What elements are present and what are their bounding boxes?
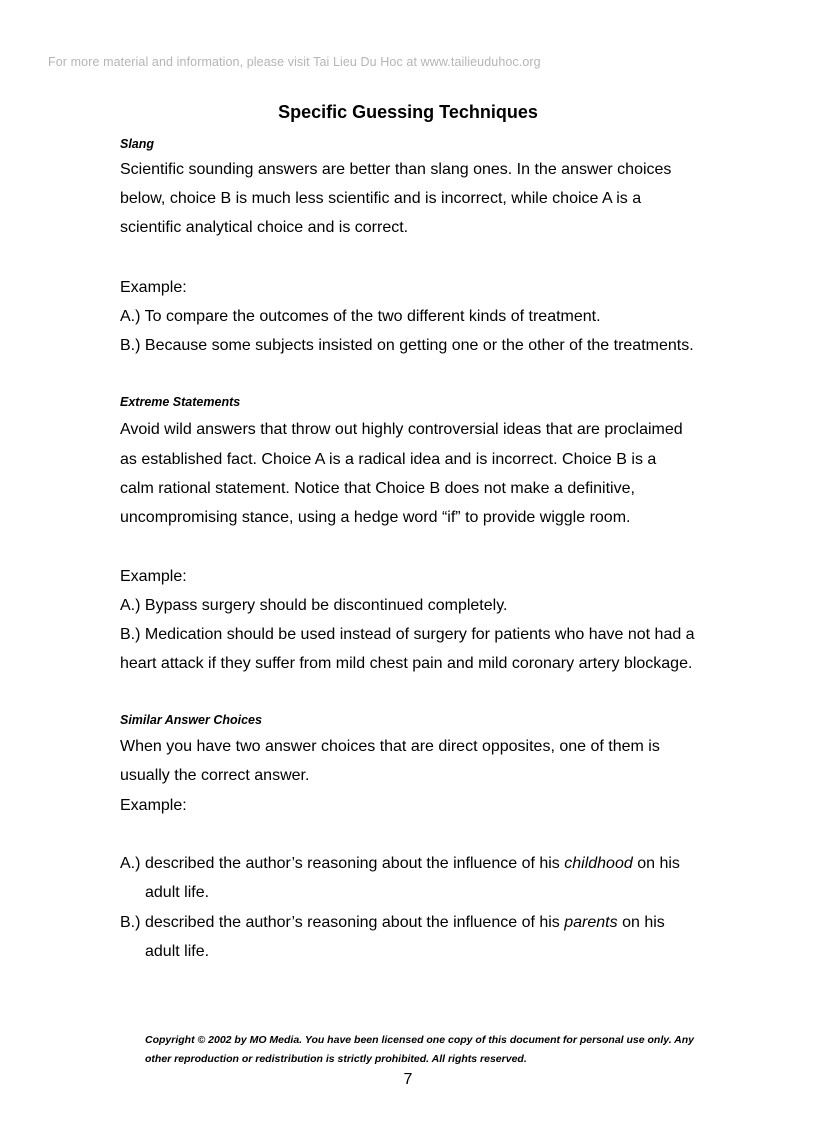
page-number: 7 <box>403 1071 413 1088</box>
paragraph-line: Scientific sounding answers are better than slang ones. In the answer choices <box>120 161 672 178</box>
paragraph-line: scientific analytical choice and is correct. <box>120 219 409 236</box>
section-heading-extreme-statements: Extreme Statements <box>120 395 241 409</box>
section-heading-slang: Slang <box>120 137 155 151</box>
answer-choice-b <box>145 913 665 933</box>
answer-choice-b-marker: B.) <box>120 914 141 931</box>
answer-choice-a: A.) To compare the outcomes of the two different kinds of treatment. <box>120 308 601 325</box>
answer-choice-a-text-end: on his <box>632 855 680 872</box>
answer-choice-b-emphasis: parents <box>564 914 618 931</box>
answer-choice-a <box>145 854 680 874</box>
answer-choice-a-marker: A.) <box>120 855 141 872</box>
section-heading-similar-answer-choices: Similar Answer Choices <box>120 713 262 727</box>
answer-choice-a-continued: adult life. <box>145 884 210 901</box>
copyright-notice-line1: Copyright © 2002 by MO Media. You have been licensed one copy of this document for personal use only. Any <box>145 1034 694 1046</box>
answer-choice-a-text: described the author’s reasoning about the influence of his <box>145 855 565 872</box>
paragraph-line: When you have two answer choices that are direct opposites, one of them is <box>120 738 660 755</box>
paragraph-line: uncompromising stance, using a hedge word “if” to provide wiggle room. <box>120 509 631 526</box>
paragraph-line: Avoid wild answers that throw out highly controversial ideas that are proclaimed <box>120 421 683 438</box>
answer-choice-b-text: described the author’s reasoning about the influence of his <box>145 914 565 931</box>
example-label: Example: <box>120 279 187 296</box>
paragraph-line: below, choice B is much less scientific and is incorrect, while choice A is a <box>120 190 642 207</box>
answer-choice-b-continued: adult life. <box>145 943 210 960</box>
answer-choice-b: B.) Because some subjects insisted on getting one or the other of the treatments. <box>120 337 694 354</box>
example-label: Example: <box>120 568 187 585</box>
example-label: Example: <box>120 797 187 814</box>
paragraph-line: as established fact. Choice A is a radical idea and is incorrect. Choice B is a <box>120 451 657 468</box>
answer-choice-b-continued: heart attack if they suffer from mild chest pain and mild coronary artery blockage. <box>120 655 693 672</box>
copyright-notice-line2: other reproduction or redistribution is strictly prohibited. All rights reserved. <box>145 1053 527 1065</box>
answer-choice-a-emphasis: childhood <box>564 855 633 872</box>
watermark: For more material and information, please visit Tai Lieu Du Hoc at www.tailieuduhoc.org <box>48 55 541 69</box>
answer-choice-a: A.) Bypass surgery should be discontinued completely. <box>120 597 508 614</box>
paragraph-line: calm rational statement. Notice that Choice B does not make a definitive, <box>120 480 635 497</box>
answer-choice-b: B.) Medication should be used instead of surgery for patients who have not had a <box>120 626 695 643</box>
answer-choice-b-text-end: on his <box>617 914 665 931</box>
paragraph-line: usually the correct answer. <box>120 767 310 784</box>
page-title: Specific Guessing Techniques <box>278 102 538 122</box>
